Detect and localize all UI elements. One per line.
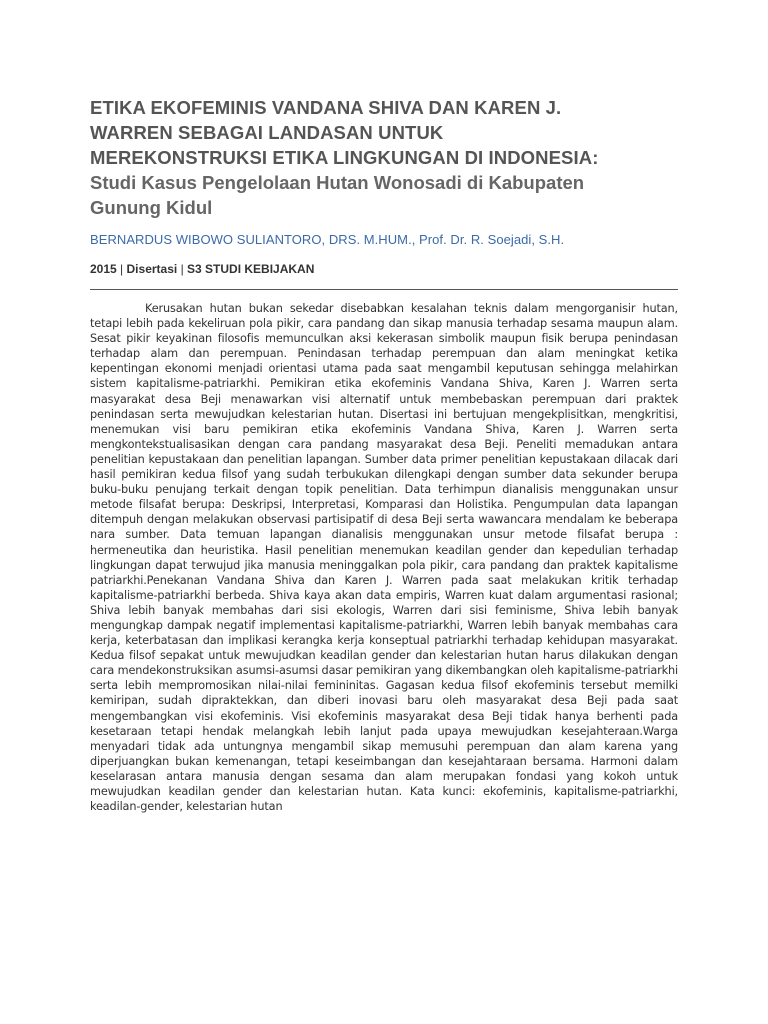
title-line: WARREN SEBAGAI LANDASAN UNTUK bbox=[90, 122, 444, 143]
meta-program: S3 STUDI KEBIJAKAN bbox=[187, 262, 315, 276]
abstract-text: Kerusakan hutan bukan sekedar disebabkan kesalahan teknis dalam mengorganisir hutan, tetapi lebih pada kekeliruan pola pikir, cara pandang dan sikap manusia terhadap sesama maupun alam. Sesat pikir keyakinan filosofis memunculkan aksi kekerasan simbolik maupun fisik berupa penindasan terhadap alam dan perempuan. Penindasan terhadap perempuan dan alam meningkat ketika kepentingan ekonomi menjadi orientasi utama pada saat mengambil keputusan sehingga melahirkan sistem kapitalisme-patriarkhi. Pemikiran etika ekofeminis Vandana Shiva, Karen J. Warren serta masyarakat desa Beji menawarkan visi alternatif untuk membebaskan perempuan dari praktek penindasan serta mewujudkan kelestarian hutan. Disertasi ini bertujuan mengekplisitkan, mengkritisi, menemukan visi baru pemikiran etika ekofeminis Vandana Shiva, Karen J. Warren serta mengkontekstualisasikan dengan cara pandang masyarakat desa Beji. Peneliti memadukan antara penelitian kepustakaan dan penelitian lapangan. Sumber data primer penelitian kepustakaan dilacak dari hasil pemikiran kedua filsof yang sudah terbukukan dilengkapi dengan sumber data sekunder berupa buku-buku penujang terkait dengan topik penelitian. Data terhimpun dianalisis menggunakan unsur metode filsafat berupa: Deskripsi, Interpretasi, Komparasi dan Holistika. Pengumpulan data lapangan ditempuh dengan melakukan observasi partisipatif di desa Beji serta wawancara mendalam ke beberapa nara sumber. Data temuan lapangan dianalisis menggunakan unsur metode filsafat berupa : hermeneutika dan heuristika. Hasil penelitian menemukan keadilan gender dan kepedulian terhadap lingkungan dapat terwujud jika manusia meninggalkan pola pikir, cara pandang dan praktek kapitalisme patriarkhi.Penekanan Vandana Shiva dan Karen J. Warren pada saat melakukan kritik terhadap kapitalisme-patriarkhi berbeda. Shiva kaya akan data empiris, Warren kuat dalam argumentasi rasional; Shiva lebih banyak membahas dari sisi ekologis, Warren dari sisi feminisme, Shiva lebih banyak mengungkap dampak negatif implementasi kapitalisme-patriarkhi, Warren lebih banyak membahas cara kerja, keterbatasan dan implikasi kerangka kerja konseptual patriarkhi terhadap kehidupan masyarakat. Kedua filsof sepakat untuk mewujudkan keadilan gender dan kelestarian hutan harus dilakukan dengan cara mendekonstruksikan asumsi-asumsi dasar pemikiran yang dikembangkan oleh kapitalisme-patriarkhi serta lebih mempromosikan nilai-nilai femininitas. Gagasan kedua filsof ekofeminis tersebut memilki kemiripan, sudah dipraktekkan, dan diberi inovasi baru oleh masyarakat desa Beji pada saat mengembangkan visi ekofeminis. Visi ekofeminis masyarakat desa Beji tidak hanya berhenti pada kesetaraan tetapi hendak melangkah lebih lanjut pada upaya mewujudkan kesejahteraan.Warga menyadari tidak ada untungnya mengambil sikap memusuhi perempuan dan alam karena yang diperjuangkan bukan kemenangan, tetapi keseimbangan dan kesejahtaraan bersama. Harmoni dalam keselarasan antara manusia dengan sesama dan alam merupakan fondasi yang kokoh untuk mewujudkan keadilan gender dan kelestarian hutan. Kata kunci: ekofeminis, kapitalisme-patriarkhi, keadilan-gender, kelestarian hutan bbox=[90, 302, 678, 814]
authors-link[interactable]: BERNARDUS WIBOWO SULIANTORO, DRS. M.HUM., Prof. Dr. R. Soejadi, S.H. bbox=[90, 232, 565, 247]
document-page bbox=[90, 95, 678, 825]
title-line: ETIKA EKOFEMINIS VANDANA SHIVA DAN KAREN J. bbox=[90, 97, 562, 118]
subtitle-line: Studi Kasus Pengelolaan Hutan Wonosadi di Kabupaten bbox=[90, 172, 585, 193]
title-line: MEREKONSTRUKSI ETIKA LINGKUNGAN DI INDONESIA: bbox=[90, 147, 599, 168]
meta-separator: | bbox=[120, 262, 124, 276]
divider bbox=[90, 289, 678, 290]
meta-separator: | bbox=[180, 262, 184, 276]
publication-meta bbox=[90, 261, 678, 277]
subtitle-line: Gunung Kidul bbox=[90, 197, 213, 218]
document-title bbox=[90, 95, 678, 220]
meta-type: Disertasi bbox=[126, 262, 178, 276]
meta-year: 2015 bbox=[90, 262, 117, 276]
